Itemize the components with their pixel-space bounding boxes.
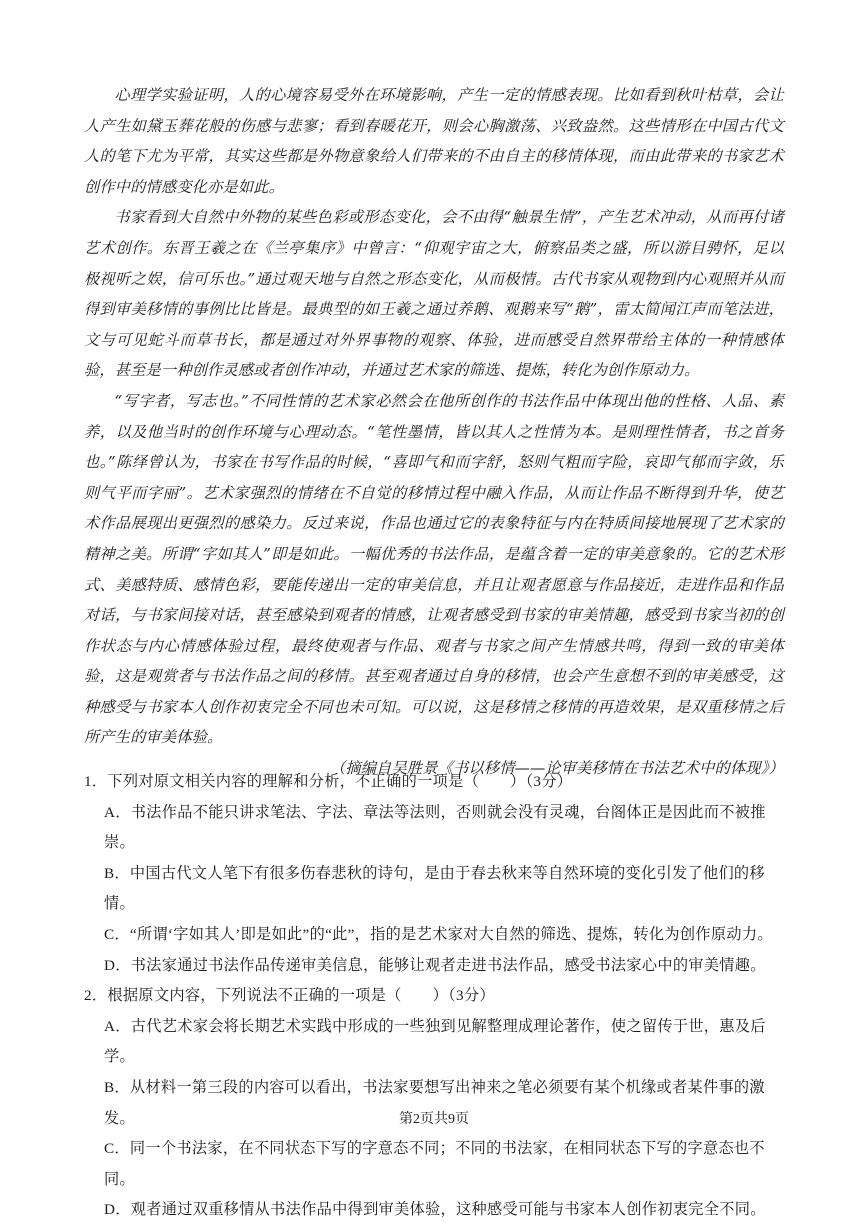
passage-paragraph-1: 心理学实验证明，人的心境容易受外在环境影响，产生一定的情感表现。比如看到秋叶枯草，会让人产生如黛玉葬花般的伤感与悲寥；看到春暖花开，则会心胸激荡、兴致盎然。这些情形在中国古代文人的笔下尤为平常，其实这些都是外物意象给人们带来的不由自主的移情体现，而由此带来的书家艺术创作中的情感变化亦是如此。	[84, 86, 784, 196]
question-2-option-d: D．观者通过双重移情从书法作品中得到审美体验，这种感受可能与书家本人创作初衷完全不同。	[104, 1201, 766, 1219]
passage-source: （摘编自吴胜景《书以移情——论审美移情在书法艺术中的体现》）	[329, 759, 784, 778]
reading-passage	[84, 80, 784, 784]
question-2-stem: 2．根据原文内容，下列说法不正确的一项是（ ）（3分）	[84, 987, 495, 1005]
question-1	[84, 767, 784, 981]
question-1-option-d: D．书法家通过书法作品传递审美信息，能够让观者走进书法作品，感受书法家心中的审美情趣。	[104, 956, 766, 974]
question-2-option-b: B．从材料一第三段的内容可以看出，书法家要想写出神来之笔必须要有某个机缘或者某件事的激发。	[104, 1078, 765, 1127]
question-2	[84, 981, 784, 1226]
question-2-option-c: C．同一个书法家，在不同状态下写的字意态不同；不同的书法家，在相同状态下写的字意态也不同。	[104, 1140, 765, 1188]
question-1-option-c: C．“所谓‘字如其人’即是如此”的“此”，指的是艺术家对大自然的筛选、提炼，转化为创作原动力。	[104, 925, 773, 943]
page-number: 第2页共9页	[399, 1112, 469, 1127]
question-2-option-a: A．古代艺术家会将长期艺术实践中形成的一些独到见解整理成理论著作，使之留传于世，惠及后学。	[104, 1017, 766, 1066]
question-1-option-a: A．书法作品不能只讲求笔法、字法、章法等法则，否则就会没有灵魂，台阁体正是因此而不被推崇。	[104, 803, 766, 852]
question-1-stem: 1．下列对原文相关内容的理解和分析，不正确的一项是（ ）（3分）	[84, 773, 573, 790]
question-1-option-b: B．中国古代文人笔下有很多伤春悲秋的诗句，是由于春去秋来等自然环境的变化引发了他们的移情。	[104, 864, 765, 913]
passage-paragraph-2: 书家看到大自然中外物的某些色彩或形态变化，会不由得“触景生情”，产生艺术冲动，从而再付诸艺术创作。东晋王羲之在《兰亭集序》中曾言：“仰观宇宙之大，俯察品类之盛，所以游目骋怀，足以极视听之娱，信可乐也。”通过观天地与自然之形态变化，从而极情。古代书家从观物到内心观照并从而得到审美移情的事例比比皆是。最典型的如王羲之通过养鹅、观鹅来写“鹅”，雷太简闻江声而笔法进，文与可见蛇斗而草书长，都是通过对外界事物的观察、体验，进而感受自然界带给主体的一种情感体验，甚至是一种创作灵感或者创作冲动，并通过艺术家的筛选、提炼，转化为创作原动力。	[84, 208, 784, 380]
passage-paragraph-3: “写字者，写志也。”不同性情的艺术家必然会在他所创作的书法作品中体现出他的性格、人品、素养，以及他当时的创作环境与心理动态。“笔性墨情，皆以其人之性情为本。是则理性情者，书之首务也。”陈绎曾认为，书家在书写作品的时候，“喜即气和而字舒，怒则气粗而字险，哀即气郁而字敛，乐则气平而字丽”。艺术家强烈的情绪在不自觉的移情过程中融入作品，从而让作品不断得到升华，使艺术作品展现出更强烈的感染力。反过来说，作品也通过它的表象特征与内在特质间接地展现了艺术家的精神之美。所谓“字如其人”即是如此。一幅优秀的书法作品，是蕴含着一定的审美意象的。它的艺术形式、美感特质、感情色彩，要能传递出一定的审美信息，并且让观者愿意与作品接近，走进作品和作品对话，与书家间接对话，甚至感染到观者的情感，让观者感受到书家的审美情趣，感受到书家当初的创作状态与内心情感体验过程，最终使观者与作品、观者与书家之间产生情感共鸣，得到一致的审美体验，这是观赏者与书法作品之间的移情。甚至观者通过自身的移情，也会产生意想不到的审美感受，这种感受与书家本人创作初衷完全不同也未可知。可以说，这是移情之移情的再造效果，是双重移情之后所产生的审美体验。	[84, 391, 784, 747]
question-list	[84, 767, 784, 1226]
